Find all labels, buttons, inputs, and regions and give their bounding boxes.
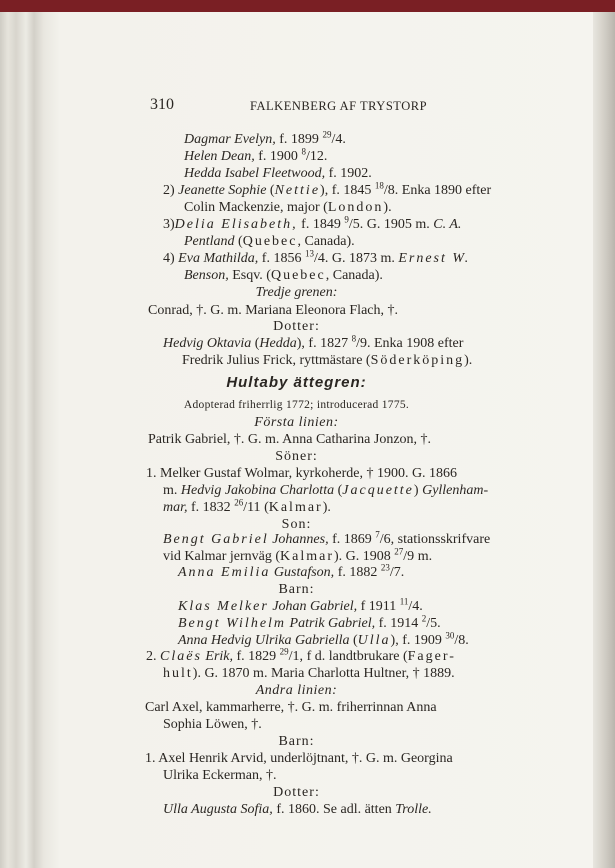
label-soner: Söner: (275, 449, 318, 464)
entry-melker-3: mar, f. 1832 $^{26}$/11 (Kalmar). (163, 497, 331, 515)
label-dotter: Dotter: (273, 319, 320, 334)
entry-line-7: Pentland (Quebec, Canada). (184, 234, 355, 249)
entry-line-1: Dagmar Evelyn, f. 1899 $^{29}$/4. (184, 129, 346, 147)
entry-line-8: 4) Eva Mathilda, f. 1856 $^{13}$/4. G. 1873 m. Ernest W. (163, 248, 471, 266)
entry-fredrik-frick: Fredrik Julius Frick, ryttmästare (Söderköping). (182, 353, 473, 368)
entry-line-6: 3)Delia Elisabeth, f. 1849 $^9$/5. G. 1905 m. C. A. (163, 214, 462, 232)
entry-patrik: Patrik Gabriel, †. G. m. Anna Catharina Jonzon, †. (148, 432, 432, 447)
entry-hedvig-oktavia: Hedvig Oktavia (Hedda), f. 1827 $^8$/9. Enka 1908 efter (163, 333, 464, 351)
entry-bengt-gabriel-2: vid Kalmar jernväg (Kalmar). G. 1908 $^{27}$/9 m. (163, 546, 433, 564)
entry-anna-emilia: Anna Emilia Gustafson, f. 1882 $^{23}$/7. (178, 562, 405, 580)
section-andra-linien: Andra linien: (255, 683, 338, 698)
entry-line-5: Colin Mackenzie, major (London). (184, 200, 392, 215)
adoption-note: Adopterad friherrlig 1772; introducerad 1775. (183, 399, 410, 411)
entry-line-9: Benson, Esqv. (Quebec, Canada). (184, 268, 383, 283)
entry-bengt-wilhelm: Bengt Wilhelm Patrik Gabriel, f. 1914 $^2$/5. (178, 613, 441, 631)
entry-claes-erik-2: hult). G. 1870 m. Maria Charlotta Hultner, † 1889. (163, 666, 455, 681)
entry-melker: 1. Melker Gustaf Wolmar, kyrkoherde, † 1900. G. 1866 (146, 466, 458, 481)
book-page (0, 12, 600, 868)
entry-axel-henrik: 1. Axel Henrik Arvid, underlöjtnant, †. G. m. Georgina (145, 751, 453, 766)
entry-melker-2: m. Hedvig Jakobina Charlotta (Jacquette) Gyllenham- (163, 483, 489, 498)
page-number: 310 (150, 96, 174, 113)
entry-line-2: Helen Dean, f. 1900 $^8$/12. (184, 146, 328, 164)
label-barn: Barn: (278, 582, 315, 597)
entry-axel-henrik-2: Ulrika Eckerman, †. (163, 768, 277, 783)
section-tredje-grenen: Tredje grenen: (255, 285, 338, 300)
running-head: FALKENBERG AF TRYSTORP (250, 99, 428, 113)
label-dotter-2: Dotter: (273, 785, 320, 800)
entry-bengt-gabriel: Bengt Gabriel Johannes, f. 1869 $^7$/6, stationsskrifvare (163, 529, 491, 547)
heading-hultaby: Hultaby ättegren: (226, 374, 367, 391)
section-forsta-linien: Första linien: (254, 415, 339, 430)
label-barn-2: Barn: (278, 734, 315, 749)
label-son: Son: (281, 517, 312, 532)
entry-claes-erik: 2. Claës Erik, f. 1829 $^{29}$/1, f d. landtbrukare (Fager- (146, 646, 456, 664)
entry-carl-axel: Carl Axel, kammarherre, †. G. m. friherrinnan Anna (145, 700, 437, 715)
entry-anna-hedvig: Anna Hedvig Ulrika Gabriella (Ulla), f. 1909 $^{30}$/8. (178, 630, 469, 648)
entry-carl-axel-2: Sophia Löwen, †. (163, 717, 262, 732)
book-spread (0, 12, 615, 868)
entry-line-4: 2) Jeanette Sophie (Nettie), f. 1845 $^{18}$/8. Enka 1890 efter (163, 180, 492, 198)
entry-line-3: Hedda Isabel Fleetwood, f. 1902. (184, 166, 372, 181)
entry-klas-melker: Klas Melker Johan Gabriel, f 1911 $^{11}$/4. (178, 596, 423, 614)
entry-conrad: Conrad, †. G. m. Mariana Eleonora Flach, †. (148, 303, 398, 318)
entry-ulla-augusta: Ulla Augusta Sofia, f. 1860. Se adl. ätten Trolle. (163, 802, 432, 817)
